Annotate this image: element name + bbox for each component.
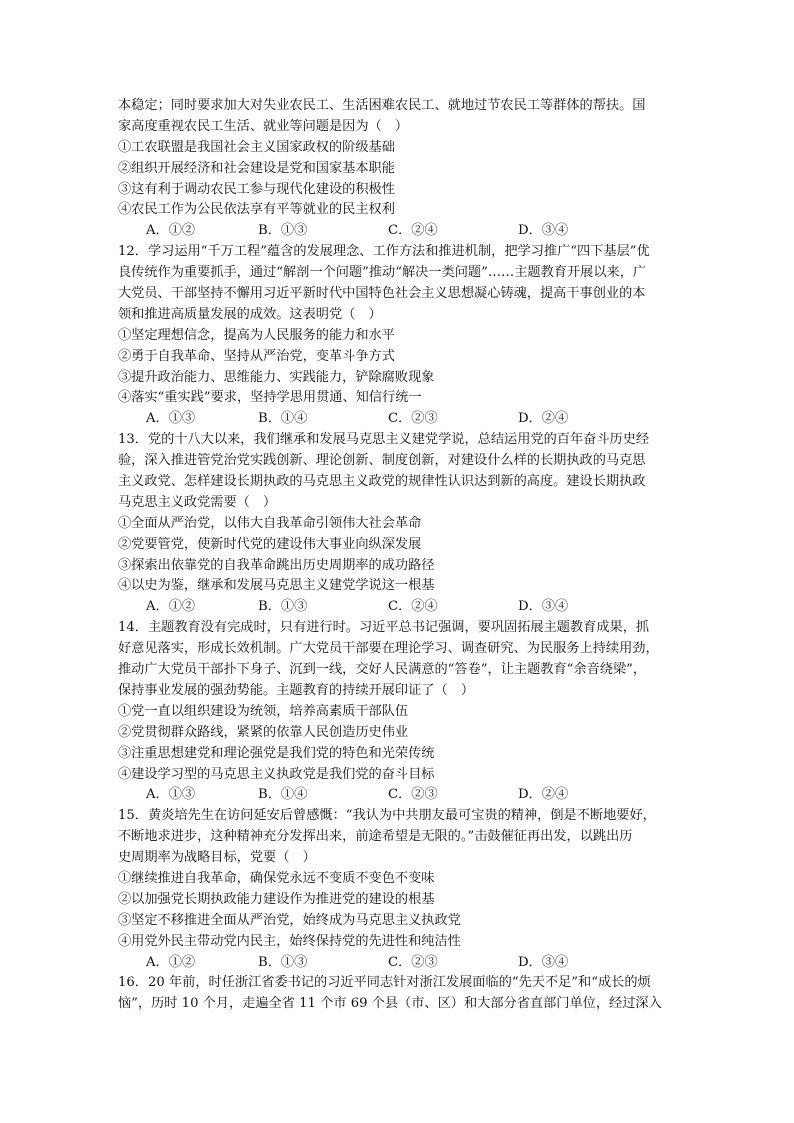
choice-a: A．①② <box>146 599 196 615</box>
question-text-line: 良传统作为重要抓手，通过“解剖一个问题”推动“解决一类问题”……主题教育开展以来，广 <box>118 265 647 281</box>
question-text-line: 推动广大党员干部扑下身子、沉到一线，交好人民满意的“答卷”，让主题教育“余音绕梁”， <box>118 662 647 678</box>
question-text-line: 15．黄炎培先生在访问延安后曾感慨：“我认为中共朋友最可宝贵的精神，倒是不断地要好， <box>118 808 656 824</box>
choice-d: D．③④ <box>518 223 569 239</box>
choice-a: A．①② <box>146 223 196 239</box>
statement-option: ②组织开展经济和社会建设是党和国家基本职能 <box>118 160 395 176</box>
question-text-line: 不断地求进步，这种精神充分发挥出来，前途希望是无限的。”击鼓催征再出发，以跳出历 <box>118 829 633 845</box>
statement-option: ②以加强党长期执政能力建设作为推进党的建设的根基 <box>118 891 435 907</box>
statement-option: ①坚定理想信念，提高为人民服务的能力和水平 <box>118 327 395 343</box>
statement-option: ④用党外民主带动党内民主，始终保持党的先进性和纯洁性 <box>118 933 461 949</box>
question-15 <box>118 806 676 973</box>
choice-b: B．①③ <box>258 954 308 970</box>
answer-choices <box>118 409 676 430</box>
statement-option: ③提升政治能力、思维能力、实践能力，铲除腐败现象 <box>118 369 435 385</box>
statement-option: ③这有利于调动农民工参与现代化建设的积极性 <box>118 181 395 197</box>
answer-choices <box>118 221 676 242</box>
question-text-line: 史周期率为战略目标，党要（ ） <box>118 850 316 866</box>
question-text-line: 主义政党、怎样建设长期执政的马克思主义政党的规律性认识达到新的高度。建设长期执政 <box>118 474 646 490</box>
question-text-line: 恼”，历时 10 个月，走遍全省 11 个市 69 个县（市、区）和大部分省直部门单位，经过深入 <box>118 996 662 1012</box>
choice-a: A．①③ <box>146 787 196 803</box>
question-12 <box>118 242 676 430</box>
choice-b: B．①④ <box>258 787 308 803</box>
question-text-line: 12．学习运用“千万工程”蕴含的发展理念、工作方法和推进机制，把学习推广“四下基层”优 <box>118 244 650 260</box>
choice-c: C．②③ <box>388 411 438 427</box>
question-16 <box>118 973 676 1015</box>
question-text-line: 本稳定；同时要求加大对失业农民工、生活困难农民工、就地过节农民工等群体的帮扶。国 <box>118 98 646 113</box>
answer-choices <box>118 953 676 974</box>
choice-c: C．②④ <box>388 223 438 239</box>
statement-option: ④以史为鉴，继承和发展马克思主义建党学说这一根基 <box>118 578 435 594</box>
choice-a: A．①③ <box>146 411 196 427</box>
choice-c: C．②④ <box>388 599 438 615</box>
question-14 <box>118 618 676 806</box>
question-text-line: 16．20 年前，时任浙江省委书记的习近平同志针对浙江发展面临的“先天不足”和“成长的烦 <box>118 975 651 991</box>
question-text-line: 领和推进高质量发展的成效。这表明党（ ） <box>118 306 382 322</box>
statement-option: ②勇于自我革命、坚持从严治党，变革斗争方式 <box>118 348 395 364</box>
question-text-line: 大党员、干部坚持不懈用习近平新时代中国特色社会主义思想凝心铸魂，提高干事创业的本 <box>118 286 646 302</box>
question-text-line: 验，深入推进管党治党实践创新、理论创新、制度创新，对建设什么样的长期执政的马克思 <box>118 453 646 469</box>
question-13 <box>118 430 676 618</box>
statement-option: ③注重思想建党和理论强党是我们党的特色和光荣传统 <box>118 745 435 761</box>
answer-choices <box>118 785 676 806</box>
statement-option: ④建设学习型的马克思主义执政党是我们党的奋斗目标 <box>118 766 435 782</box>
question-text-line: 家高度重视农民工生活、就业等问题是因为（ ） <box>118 118 409 134</box>
choice-b: B．①④ <box>258 411 308 427</box>
question-text-line: 好意见落实，形成长效机制。广大党员干部要在理论学习、调查研究、为民服务上持续用劲， <box>118 641 659 657</box>
statement-option: ④落实“重实践”要求，坚持学思用贯通、知信行统一 <box>118 390 422 406</box>
statement-option: ②党要管党，使新时代党的建设伟大事业向纵深发展 <box>118 536 422 552</box>
choice-c: C．②③ <box>388 787 438 803</box>
choice-b: B．①③ <box>258 599 308 615</box>
choice-b: B．①③ <box>258 223 308 239</box>
page-content <box>118 96 676 1015</box>
choice-d: D．③④ <box>518 954 569 970</box>
statement-option: ①工农联盟是我国社会主义国家政权的阶级基础 <box>118 139 395 155</box>
choice-c: C．②③ <box>388 954 438 970</box>
question-11-continuation <box>118 96 676 242</box>
question-text-line: 保持事业发展的强劲势能。主题教育的持续开展印证了（ ） <box>118 682 475 698</box>
statement-option: ②党贯彻群众路线，紧紧的依靠人民创造历史伟业 <box>118 724 409 740</box>
question-text-line: 13．党的十八大以来，我们继承和发展马克思主义建党学说，总结运用党的百年奋斗历史经 <box>118 432 650 448</box>
choice-d: D．②④ <box>518 787 569 803</box>
statement-option: ①继续推进自我革命，确保党永远不变质不变色不变味 <box>118 870 435 886</box>
choice-d: D．②④ <box>518 411 569 427</box>
question-text-line: 马克思主义政党需要（ ） <box>118 494 277 510</box>
question-text-line: 14．主题教育没有完成时，只有进行时。习近平总书记强调，要巩固拓展主题教育成果，抓 <box>118 620 650 636</box>
choice-d: D．③④ <box>518 599 569 615</box>
statement-option: ④农民工作为公民依法享有平等就业的民主权利 <box>118 202 395 218</box>
statement-option: ①全面从严治党，以伟大自我革命引领伟大社会革命 <box>118 515 422 531</box>
choice-a: A．①② <box>146 954 196 970</box>
statement-option: ③探索出依靠党的自我革命跳出历史周期率的成功路径 <box>118 557 435 573</box>
answer-choices <box>118 597 676 618</box>
statement-option: ③坚定不移推进全面从严治党，始终成为马克思主义执政党 <box>118 912 461 928</box>
statement-option: ①党一直以组织建设为统领，培养高素质干部队伍 <box>118 703 409 719</box>
